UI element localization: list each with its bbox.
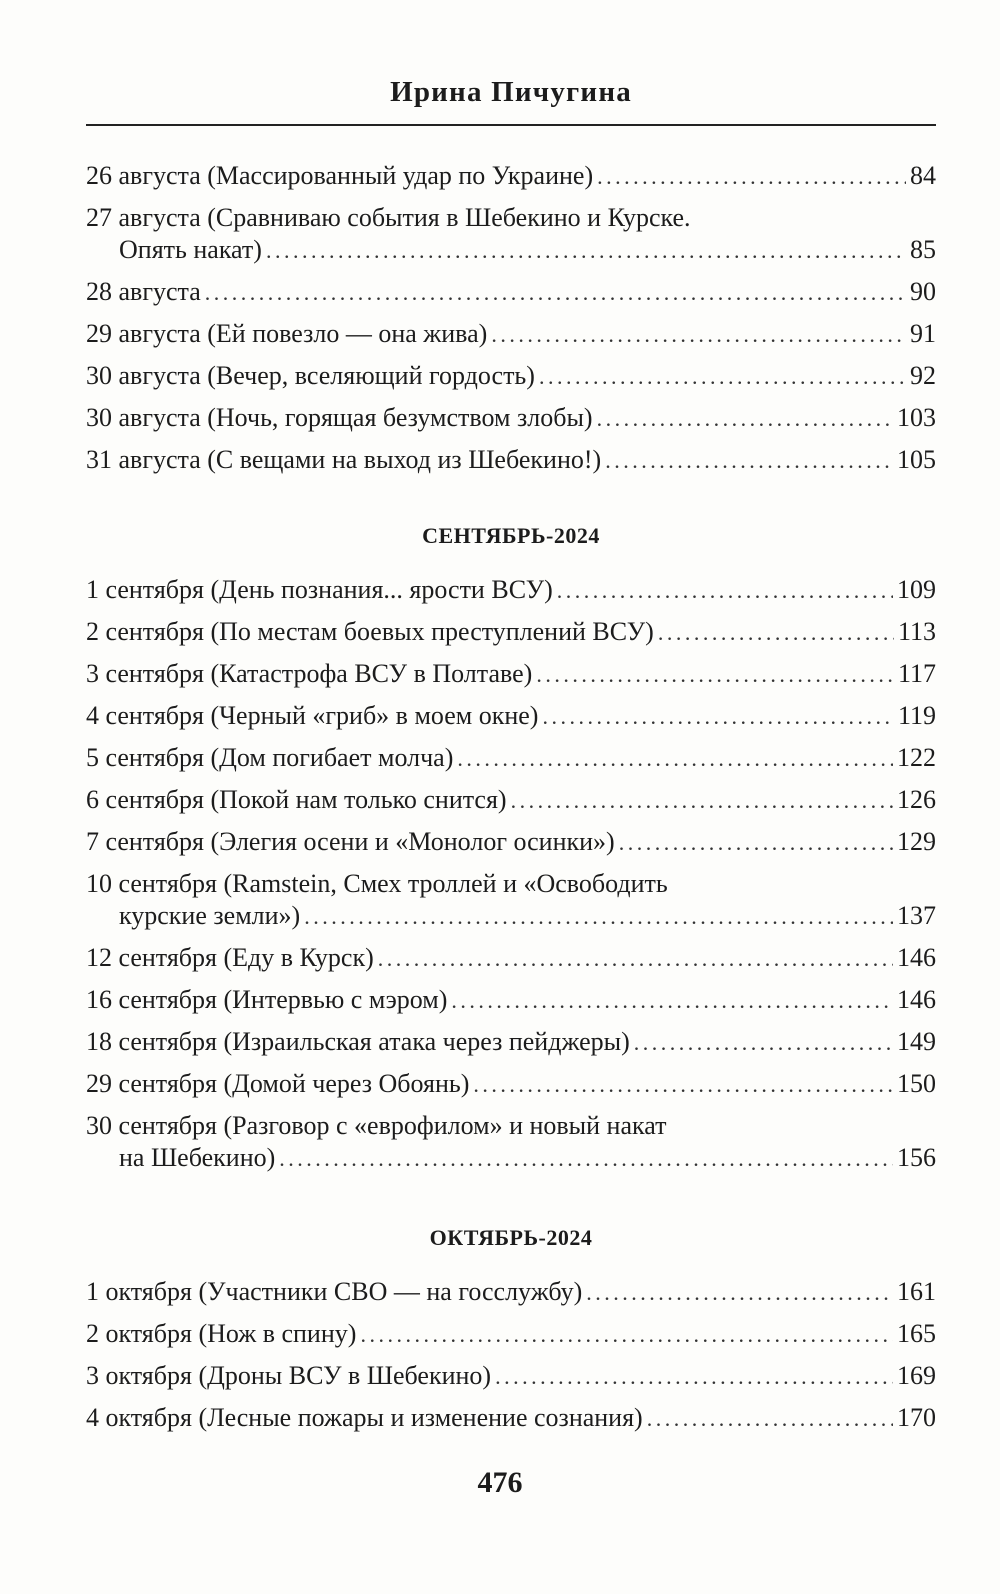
toc-entry-line-with-page [86,1026,936,1058]
toc-entry-title: 29 сентября (Домой через Обоянь) [86,1069,470,1098]
dot-leader [557,575,893,607]
toc-entry-page-number: 170 [897,1403,936,1432]
toc-entry-page-number: 165 [897,1319,936,1348]
toc-entry [86,826,936,858]
toc-entry-line-with-page [86,160,936,192]
toc-entry-title: 30 августа (Вечер, вселяющий гордость) [86,361,535,390]
toc-entry-title: 2 октября (Нож в спину) [86,1319,357,1348]
toc-entry [86,984,936,1016]
dot-leader [536,659,894,691]
dot-leader [539,361,906,393]
toc-entry-page-number: 137 [897,901,936,930]
dot-leader [491,319,906,351]
toc-entry-page-number: 149 [897,1027,936,1056]
toc-entry-line-with-page [86,402,936,434]
toc-entry-page-number: 92 [910,361,936,390]
toc-entry-page-number: 146 [897,943,936,972]
toc-entry-line-with-page [86,360,936,392]
toc-entry-title: 16 сентября (Интервью с мэром) [86,985,448,1014]
toc-entry-line-with-page [86,444,936,476]
toc-entry-line-with-page [86,318,936,350]
toc-entry-page-number: 150 [897,1069,936,1098]
toc-entry-title: Опять накат) [119,235,262,264]
dot-leader [542,701,893,733]
toc-entry-page-number: 84 [910,161,936,190]
toc-entry-line-with-page [86,1318,936,1350]
toc-section-october [86,1218,936,1444]
toc-entry-line-with-page [86,1276,936,1308]
running-header-author: Ирина Пичугина [390,76,632,108]
toc-entry-title: 26 августа (Массированный удар по Украине) [86,161,594,190]
toc-entry-line-with-page [86,900,936,932]
toc-entry-title: 7 сентября (Элегия осени и «Монолог осинки») [86,827,615,856]
dot-leader [619,827,893,859]
toc-entry-title: 31 августа (С вещами на выход из Шебекино!) [86,445,602,474]
toc-entry [86,360,936,392]
toc-section-september [86,516,936,1184]
toc-entry-page-number: 91 [910,319,936,348]
toc-entry-page-number: 126 [897,785,936,814]
toc-entry-page-number: 129 [897,827,936,856]
toc-entry-page-number: 113 [897,617,936,646]
toc-entry-line-with-page [86,784,936,816]
page-number: 476 [477,1466,523,1499]
toc-entry-line-with-page [86,1360,936,1392]
toc-entry-line-with-page [86,742,936,774]
toc-entry-title: 3 сентября (Катастрофа ВСУ в Полтаве) [86,659,533,688]
dot-leader [266,235,906,267]
toc-entry [86,658,936,690]
toc-entry-title: 28 августа [86,277,201,306]
section-heading: СЕНТЯБРЬ-2024 [422,523,600,548]
toc-entry [86,160,936,192]
toc-entry [86,1276,936,1308]
toc-entry [86,276,936,308]
toc-entry-page-number: 90 [910,277,936,306]
toc-entry [86,1402,936,1434]
toc-entry-page-number: 105 [897,445,936,474]
toc-entry-line-with-page [86,1402,936,1434]
toc-entry [86,1318,936,1350]
dot-leader [597,161,906,193]
toc-entry-line [86,1110,936,1142]
toc-entry-page-number: 119 [897,701,936,730]
section-heading: ОКТЯБРЬ-2024 [429,1225,593,1250]
toc-entry-line-with-page [86,616,936,648]
toc-section-august [86,160,936,486]
dot-leader [597,403,893,435]
toc-entry-line-with-page [86,1068,936,1100]
toc-entry-page-number: 146 [897,985,936,1014]
toc-entry-title: 30 сентября (Разговор с «еврофилом» и новый накат [86,1111,667,1140]
toc-entry-line-with-page [86,234,936,266]
toc-entry [86,318,936,350]
toc-entry-line-with-page [86,942,936,974]
toc-entry-title: на Шебекино) [119,1143,276,1172]
dot-leader [647,1403,893,1435]
toc-entry-title: курские земли») [119,901,301,930]
toc-entry-title: 4 октября (Лесные пожары и изменение сознания) [86,1403,643,1432]
toc-entry-title: 18 сентября (Израильская атака через пейджеры) [86,1027,630,1056]
toc-entry-line [86,868,936,900]
toc-entry [86,742,936,774]
toc-entry-page-number: 161 [897,1277,936,1306]
toc-entry-line-with-page [86,984,936,1016]
toc-entry-page-number: 117 [897,659,936,688]
dot-leader [495,1361,893,1393]
toc-entry-line-with-page [86,276,936,308]
toc-entry [86,1068,936,1100]
toc-entry [86,402,936,434]
dot-leader [360,1319,893,1351]
dot-leader [605,445,893,477]
toc-entry-title: 6 сентября (Покой нам только снится) [86,785,507,814]
toc-entry-title: 4 сентября (Черный «гриб» в моем окне) [86,701,539,730]
dot-leader [586,1277,893,1309]
toc-entry-title: 27 августа (Сравниваю события в Шебекино и Курске. [86,203,691,232]
toc-entry-title: 10 сентября (Ramstein, Смех троллей и «Освободить [86,869,668,898]
toc-entry-line-with-page [86,658,936,690]
toc-entry-line [86,202,936,234]
toc-entries [86,1276,936,1434]
toc-entry-title: 1 сентября (День познания... ярости ВСУ) [86,575,553,604]
toc-entry [86,1360,936,1392]
toc-entry [86,202,936,266]
toc-entry-page-number: 122 [897,743,936,772]
toc-entry [86,616,936,648]
toc-entry-title: 29 августа (Ей повезло — она жива) [86,319,488,348]
dot-leader [634,1027,893,1059]
toc-entry-title: 2 сентября (По местам боевых преступлений ВСУ) [86,617,654,646]
dot-leader [451,985,893,1017]
dot-leader [457,743,893,775]
toc-entry-line-with-page [86,700,936,732]
header-rule [86,124,936,126]
toc-entry-title: 3 октября (Дроны ВСУ в Шебекино) [86,1361,492,1390]
toc-entry-page-number: 156 [897,1143,936,1172]
toc-entry-page-number: 85 [910,235,936,264]
toc-entry [86,942,936,974]
toc-entry [86,784,936,816]
toc-entry-line-with-page [86,1142,936,1174]
dot-leader [511,785,893,817]
dot-leader [473,1069,893,1101]
toc-entry-title: 5 сентября (Дом погибает молча) [86,743,454,772]
toc-entry [86,574,936,606]
toc-entries [86,574,936,1174]
toc-entry-page-number: 103 [897,403,936,432]
toc-entry [86,1110,936,1174]
dot-leader [378,943,893,975]
toc-entries [86,160,936,476]
toc-entry [86,1026,936,1058]
dot-leader [304,901,893,933]
toc-entry [86,700,936,732]
dot-leader [279,1143,893,1175]
toc-entry [86,868,936,932]
dot-leader [658,617,894,649]
toc-entry-title: 30 августа (Ночь, горящая безумством злобы) [86,403,593,432]
toc-entry-line-with-page [86,574,936,606]
toc-entry-line-with-page [86,826,936,858]
toc-entry-title: 1 октября (Участники СВО — на госслужбу) [86,1277,583,1306]
toc-entry-title: 12 сентября (Еду в Курск) [86,943,374,972]
toc-entry [86,444,936,476]
toc-entry-page-number: 169 [897,1361,936,1390]
dot-leader [205,277,906,309]
toc-entry-page-number: 109 [897,575,936,604]
